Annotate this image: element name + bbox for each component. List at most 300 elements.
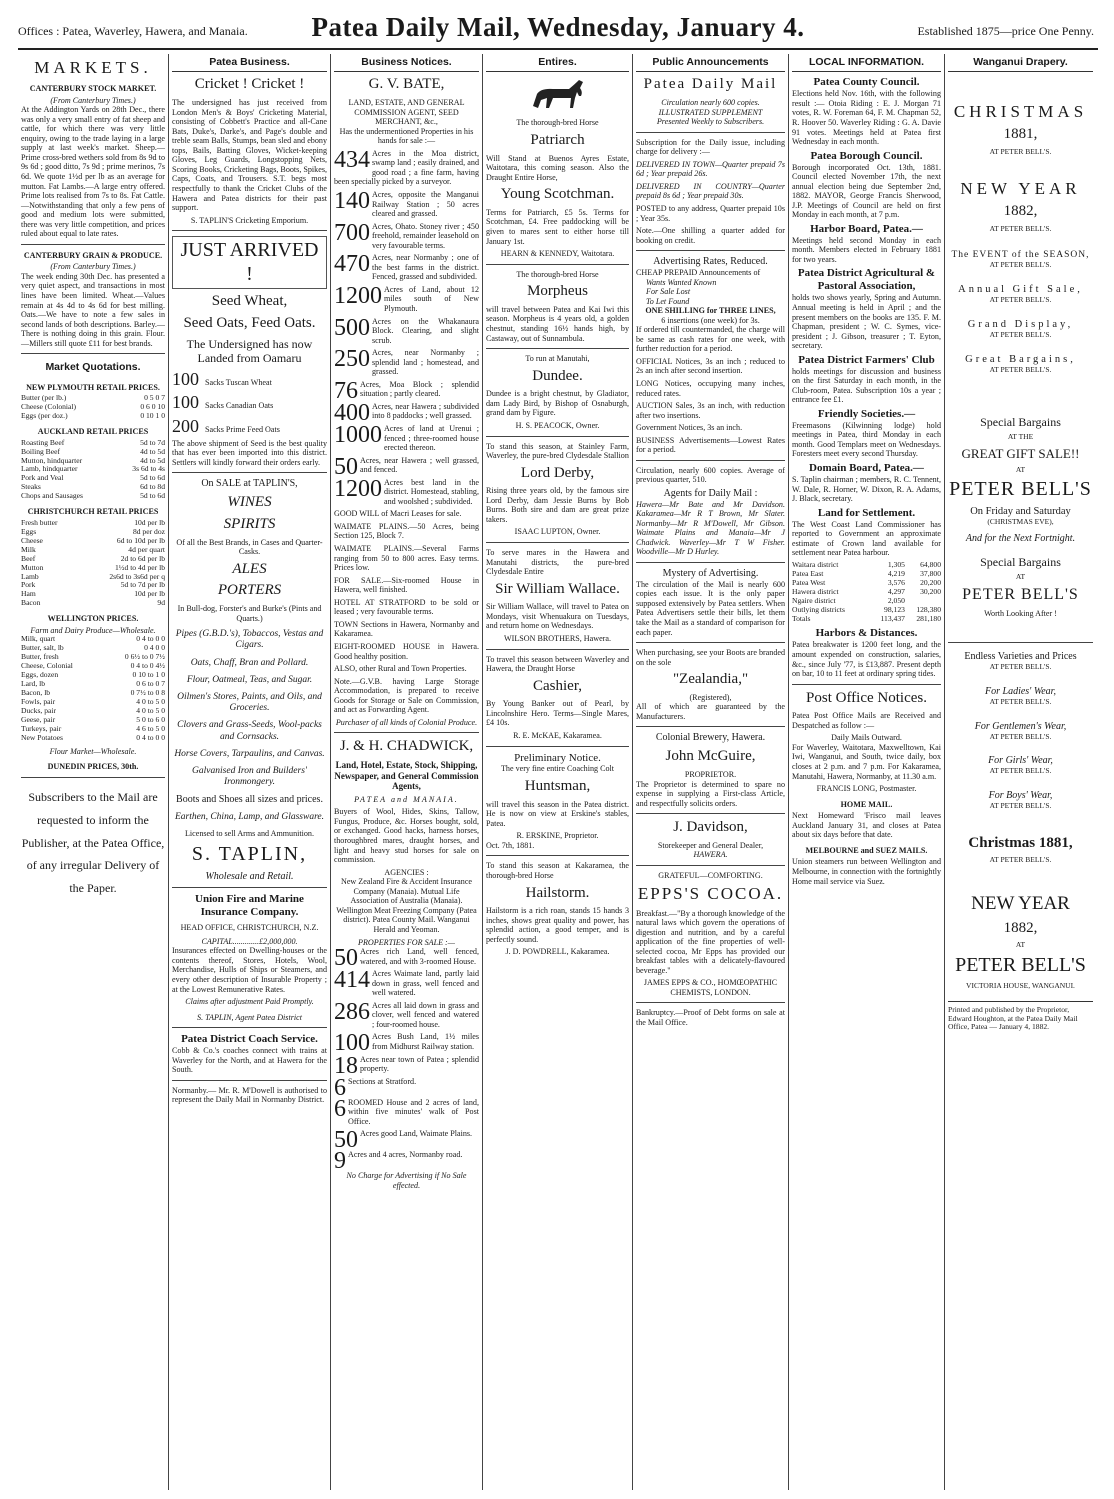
undersigned-landed: The Undersigned has now Landed from Oamaru [186,336,313,365]
sale-property-list [334,945,479,1175]
dundee-name: Dundee. [532,367,583,384]
ladies-line: For Ladies' Wear, [985,686,1056,698]
lupton-owner: ISAAC LUPTON, Owner. [514,527,601,537]
patea-business-header: Patea Business. [172,54,327,72]
cheap-line: CHEAP PREPAID Announcements of [636,267,761,277]
table-row: Steaks 6d to 8d [21,482,165,492]
agricultural-text: holds two shows yearly, Spring and Autumn. Annual meeting is held in April ; and the present members on the books are 135. F. M. Chapman, president ; W. C. Symes, vice-president ; J. Gibson, treasurer ; T. Eyton, secretary. [792,293,941,351]
list-item: 250 Acres, near Normanby ; splendid land ; homestead, and grassed. [334,346,479,377]
coach-heading: Patea District Coach Service. [181,1033,318,1046]
pipes-line: Pipes (G.B.D.'s), Tobaccos, Vestas and Cigars. [175,629,324,651]
at-peter-bells-4: AT PETER BELL'S. [989,294,1052,304]
seed-oats: Seed Oats, Feed Oats. [183,315,316,332]
hailstorm-intro: To stand this season at Kakaramea, the thorough-bred Horse [486,861,629,880]
wallace-text: Sir William Wallace, will travel to Patea on Mondays, visit Whenuakura on Tuesdays, and return home on Wednesdays. [486,602,629,631]
table-row: Butter (per lb.) 0 5 0 7 [21,393,165,403]
at-peter-bells-3: AT PETER BELL'S. [989,259,1052,269]
weekly-line: Presented Weekly to Subscribers. [656,117,765,127]
bulk-line: In Bull-dog, Forster's and Burke's (Pints and Quarts.) [177,604,322,623]
list-item: 50 Acres rich Land, well fenced, watered, and with 3-roomed House. [334,945,479,972]
borough-council-text: Borough incorporated Oct. 13th, 1881. Council elected November 17th, the next annual election being due September 2nd, 1882. MAYOR, George Francis Sherwood, J.P. Meetings of Council are held on first Monday in each month, at 7 p.m. [792,162,941,220]
huntsman-text: will travel this season in the Patea district. He is now on view at Erskine's stables, Patea. [486,799,629,828]
agents-list: Hawera—Mr Bate and Mr Davidson. Kakaramea—Mr R T Brown, Mr Slater. Normanby—Mr R M'Dowell, Mr Gibson. Waimate Plains and Manaia—Mr J Chadwick. Waverley—Mr T W Fisher. Woodville—Mr D Hurley. [636,499,785,557]
galvanised-line: Galvanised Iron and Builders' Ironmongery. [192,765,307,788]
morpheus-text: will travel between Patea and Kai Iwi this season. Morpheus is 4 years old, a golden chestnut, standing 16½ hands high, by Castaway, out of Sunnambula. [486,304,629,343]
sacks-list [172,369,327,437]
newspaper-title: Patea Daily Mail, Wednesday, January 4. [311,12,805,42]
list-item: 400 Acres, near Hawera ; subdivided into 8 paddocks ; well grassed. [334,399,479,426]
ales: ALES [232,560,267,577]
cricket-text: The undersigned has just received from London Men's & Boys' Cricketing Material, consisting of Cobbett's Practice and all-Cane Bats, Duke's, Darke's, and Page's double and treble seam Balls, Stumps, bean sled and ebony tops, Bails, Batting Gloves, Wicket-keeping Gloves, Leg Guards, Longstopping Nets, Scoring Books, Cricketing Bags, Boots, Spikes, Caps, Coats, and Trousers. S.T. begs most respectfully to thank the Cricket Clubs of the Hawera and Patea districts for their past support. [172,98,327,213]
auckland-table [21,439,165,502]
np-prices-table [21,394,165,421]
boots-line: Boots and Shoes all sizes and prices. [176,794,323,806]
wallace-name: Sir William Wallace. [495,580,620,597]
hailstorm-name: Hailstorm. [525,884,590,901]
young-scotchman-name: Young Scotchman. [500,186,615,203]
county-council-heading: Patea County Council. [813,76,920,89]
on-sale-heading: On SALE at TAPLIN'S, [201,478,298,490]
harbor-board-heading: Harbor Board, Patea.— [810,222,923,235]
horse-covers-line: Horse Covers, Tarpaulins, and Canvas. [174,748,325,759]
entires-header: Entires. [486,54,629,72]
flour-line: Flour, Oatmeal, Teas, and Sugar. [186,674,313,685]
small-ad: WAIMATE PLAINS.—50 Acres, being Section 125, Block 7. [334,521,479,541]
table-row: Fowls, pair 4 0 to 5 0 [21,697,165,707]
boots-notice: When purchasing, see your Boots are branded on the sole [636,648,786,667]
business-ads: BUSINESS Advertisements—Lowest Rates for a period. [636,435,785,455]
public-announcements-header: Public Announcements [636,54,785,72]
worth-line: Worth Looking After ! [984,608,1057,618]
new-year-big: NEW YEAR [971,893,1070,915]
for-sale-heading: PROPERTIES FOR SALE :— [358,937,455,947]
dunedin-heading: DUNEDIN PRICES, 30th. [47,762,139,772]
credit-note: Note.—One shilling a quarter added for booking on credit. [636,226,785,245]
advertising-heading: Advertising Rates, Reduced. [653,256,768,268]
mystery-text: The circulation of the Mail is nearly 600 copies each issue. It is the only paper supposed extensively by Patea settlers. When Patea Advertisers settle their bills, let them take the Mail as a standard of comparison for each paper. [636,579,785,637]
list-item: 1000 Acres of land at Urenui ; fenced ; three-roomed house erected thereon. [334,422,479,453]
small-ad: GOOD WILL of Macri Leases for sale. [334,509,462,519]
printer-imprint: Printed and published by the Proprietor, Edward Houghton, at the Patea Daily Mail Office, Patea — January 4, 1882. [948,1001,1093,1033]
special-bargains-2: Special Bargains [980,555,1061,570]
suez-mail-text: Union steamers run between Wellington and Melbourne, in connection with the fortnightly Home mail service via Suez. [792,857,941,886]
domain-board-heading: Domain Board, Patea.— [809,462,924,475]
chadwick-name: J. & H. CHADWICK, [339,738,474,755]
christmas-1881-blackletter: Christmas 1881, [968,834,1073,851]
wellington-heading: WELLINGTON PRICES. [47,614,139,624]
long-notices: LONG Notices, occupying many inches, reduced rates. [636,378,785,398]
brewery-heading: Colonial Brewery, Hawera. [655,732,766,744]
table-row: Roasting Beef 5d to 7d [21,437,165,447]
cashier-name: Cashier, [533,677,582,694]
bate-property-list [334,146,479,507]
morpheus-name: Morpheus [527,283,588,300]
wines: WINES [227,494,272,511]
cashier-text: By Young Banker out of Pearl, by Lincolnshire Hero. Terms—Single Mares, £4 10s. [486,699,629,728]
head-office: HEAD OFFICE, CHRISTCHURCH, N.Z. [180,923,319,933]
grain-text: The week ending 30th Dec. has presented a very quiet aspect, and transactions in most lines have been limited. Wheat.—Values remain at 4s 4d to 4s 6d for best milling. Oats.—We have to note a few sales in second lands of both descriptions. Barley.—There is nothing doing in this grain. Flour.—Millers still quote £11 for best brands. [21,271,165,348]
list-item: 9 Acres and 4 acres, Normanby road. [334,1148,463,1175]
year-1881: 1881, [1003,126,1038,143]
friendly-societies-text: Freemasons (Kilwinning lodge) hold meetings in Patea, third Monday in each month. Good Templars meet on Wednesdays. Foresters meet every second Thursday. [792,420,941,459]
borough-council-heading: Patea Borough Council. [810,149,923,162]
table-row: Lard, lb 0 6 to 0 7 [21,679,165,689]
list-item: 100 Acres Bush Land, 1½ miles from Midhurst Railway station. [334,1030,479,1057]
at-peter-bells-5: AT PETER BELL'S. [989,330,1052,340]
table-row: Eggs (per doz.) 0 10 1 0 [21,411,165,421]
home-mail-heading: HOME MAIL. [840,799,893,809]
column-wanganui-drapery [944,54,1096,1490]
post-office-text: Patea Post Office Mails are Received and Despatched as follow :— [792,711,941,730]
claims-line: Claims after adjustment Paid Promptly. [185,997,314,1007]
list-item: 140 Acres, opposite the Manganui Railway Station ; 50 acres cleared and grassed. [334,187,479,219]
porters: PORTERS [217,582,282,599]
epps-sign: JAMES EPPS & CO., HOMŒOPATHIC CHEMISTS, LONDON. [643,978,778,997]
local-information-header: LOCAL INFORMATION. [792,54,941,72]
table-row: Pork and Veal 5d to 6d [21,473,165,483]
subscription-rates: Subscription for the Daily issue, including charge for delivery :— [636,137,785,157]
small-ad: HOTEL AT STRATFORD to be sold or leased ; very favourable terms. [334,597,479,617]
seed-wheat: Seed Wheat, [211,293,288,310]
gentlemen-line: For Gentlemen's Wear, [974,720,1067,732]
domain-board-text: S. Taplin chairman ; members, R. C. Tennent, W. Dale, R. Horner, W. Dixon, R. A. Adams, J. Black, secretary. [792,474,941,504]
agencies-heading: AGENCIES : [384,867,429,877]
at-the-line: AT THE [1007,432,1034,442]
zealandia-brand: "Zealandia," [672,671,749,688]
table-row: Milk, quart 0 4 to 0 0 [21,634,165,644]
agents-heading: Agents for Daily Mail : [663,487,758,499]
posted-rates: POSTED to any address, Quarter prepaid 10s ; Year 35s. [636,203,785,223]
cricket-sign: S. TAPLIN'S Cricketing Emporium. [190,215,309,225]
post-office-heading: Post Office Notices. [806,689,927,706]
list-item: 100 Sacks Tuscan Wheat [172,369,272,390]
small-ad: ALSO, other Rural and Town Properties. [334,664,467,674]
great-bargains-line: Great Bargains, [965,354,1076,366]
list-item: 700 Acres, Ohato. Stoney river ; 450 freehold, remainder leasehold on very favourable terms. [334,219,479,250]
list-item: 100 Sacks Canadian Oats [172,392,274,413]
offices-line: Offices : Patea, Waverley, Hawera, and Manaia. [18,24,248,38]
clovers-line: Clovers and Grass-Seeds, Wool-packs and Cornsacks. [177,720,322,742]
earthen-line: Earthen, China, Lamp, and Glassware. [174,812,325,823]
table-row: Chops and Sausages 5d to 6d [21,491,165,501]
chadwick-sub: Land, Hotel, Estate, Stock, Shipping, Newspaper, and General Commission Agents, [334,760,479,792]
table-row: Pork 5d to 7d per lb [21,580,165,590]
bate-name: G. V. BATE, [368,76,445,93]
christchurch-heading: CHRISTCHURCH RETAIL PRICES [27,507,159,517]
list-item: 286 Acres all laid down in grass and clover, well fenced and watered ; four-roomed house. [334,998,479,1029]
shilling-line: ONE SHILLING for THREE LINES, [645,306,776,316]
dundee-text: Dundee is a bright chestnut, by Gladiator, dam Lady Bird, by Bishop of Osnaburgh, grand dam by Figure. [486,389,629,418]
at-line-3: AT [1015,940,1026,950]
column-business-notices [330,54,482,1490]
davidson-name: J. Davidson, [673,819,748,836]
auckland-heading: AUCKLAND RETAIL PRICES [37,427,149,437]
markets-heading: MARKETS. [34,58,152,77]
list-item: 76 Acres, Moa Block ; splendid situation ; partly cleared. [334,377,479,404]
at-peter-bells-10: AT PETER BELL'S. [989,766,1052,776]
horse-icon [523,76,593,114]
licensed-line: Licensed to sell Arms and Ammunition. [184,829,315,839]
table-row: Patea East 4,219 37,800 [792,568,941,578]
endless-line: Endless Varieties and Prices [964,651,1077,663]
fortnight-line: And for the Next Fortnight. [965,533,1076,545]
peter-bells-2: PETER BELL'S [962,586,1079,604]
patriarch-terms: Terms for Patriarch, £5 5s. Terms for Scotchman, £4. Free paddocking will be given to mares sent to either horse till January 1st. [486,207,629,246]
table-row: Bacon, lb 0 7½ to 0 8 [21,688,165,698]
christmas-heading: CHRISTMAS [953,102,1088,122]
hawera-line: HAWERA. [693,850,728,860]
wholesale-line: Wholesale and Retail. [205,870,294,882]
mcguire-name: John McGuire, [665,748,756,765]
table-row: Ducks, pair 4 0 to 5 0 [21,706,165,716]
circulation-line: Circulation nearly 600 copies. [661,98,760,108]
column-entires [482,54,632,1490]
table-row: Cheese (Colonial) 0 6 0 10 [21,402,165,412]
county-council-text: Elections held Nov. 16th, with the following result :— Otoia Riding : E. J. Morgan 71 votes, R. W. Foreman 64, F. M. Chapman 52, R. Hoover 50. Waverley Riding : G. A. Davie 91 votes. Meetings held at Patea first Wednesday in each month. [792,89,941,147]
epps-cocoa: EPPS'S COCOA. [637,884,784,904]
list-item: 6 Sections at Stratford. [334,1074,417,1101]
new-year-heading: NEW YEAR [960,178,1081,198]
list-item: 200 Sacks Prime Feed Oats [172,415,280,436]
at-peter-bells-11: AT PETER BELL'S. [989,800,1052,810]
harbors-distances-text: Patea breakwater is 1200 feet long, and the amount expended on construction, salaries, &c., since July '77, is £13,887. Present depth on bar, 10 to 11 feet at ordinary spring tides. [792,640,941,679]
huntsman-intro: The very fine entire Coaching Colt [500,764,615,774]
farmers-club-heading: Patea District Farmers' Club [798,353,935,366]
oats-line: Oats, Chaff, Bran and Pollard. [190,657,309,668]
table-row: Beef 2d to 6d per lb [21,553,165,563]
at-line-2: AT [1015,572,1026,582]
table-row: Totals 113,437 281,180 [792,613,941,623]
at-peter-bells-8: AT PETER BELL'S. [989,696,1052,706]
peter-bells-1: PETER BELL'S [949,478,1092,501]
storekeeper-line: Storekeeper and General Dealer, [657,840,764,850]
grand-display-line: Grand Display, [967,318,1074,330]
land-settlement-heading: Land for Settlement. [817,506,916,519]
subscriber-notice: Subscribers to the Mail are requested to inform the Publisher, at the Patea Office, of any irregular Delivery of the Paper. [21,789,165,896]
supplement-line: ILLUSTRATED SUPPLEMENT [658,107,763,117]
agencies-text: New Zealand Fire & Accident Insurance Company (Manaia). Mutual Life Association of Australia (Manaia). Wellington Meat Freezing Company (Patea district). Patea County Mail. Wanganui Herald and Yeoman. [336,877,477,934]
boys-line: For Boys' Wear, [988,790,1053,801]
taplin-name: S. TAPLIN, [191,842,308,865]
no-charge-line: No Charge for Advertising if No Sale effected. [346,1171,467,1190]
annual-gift-line: Annual Gift Sale, [958,283,1083,295]
brewery-text: The Proprietor is determined to spare no expense in supplying a First-class Article, and respectfully solicits orders. [636,779,785,808]
morpheus-intro: The thorough-bred Horse [516,269,599,279]
flour-market-heading: Flour Market—Wholesale. [49,746,137,756]
bankruptcy-notice: Bankruptcy.—Proof of Debt forms on sale at the Mail Office. [636,1008,785,1027]
coach-text: Cobb & Co.'s coaches connect with trains at Waverley for the North, and at Hawera for the South. [172,1046,327,1075]
list-item: 50 Acres good Land, Waimate Plains. [334,1127,473,1154]
insurances-text: Insurances effected on Dwelling-houses or the contents thereof, Stores, Hotels, Wool, Merchandise, Hulls of Ships or Steamers, and every other description of Insurable Property ; at the Lowest Remunerative Rates. [172,946,327,994]
mystery-heading: Mystery of Advertising. [662,567,759,579]
list-item: 434 Acres in the Moa district, swamp land ; easily drained, and good road ; a fine farm, having been specially picked by a surveyor. [334,146,479,187]
brands-line: Of all the Best Brands, in Cases and Quarter-Casks. [176,537,323,557]
small-ad: EIGHT-ROOMED HOUSE in Hawera. Good healthy position. [334,641,479,661]
table-row: Butter, salt, lb 0 4 0 0 [21,643,165,653]
capital-line: CAPITAL.............£2,000,000. [201,936,298,946]
column-public-announcements [632,54,788,1490]
forsale-line: For Sale Lost [646,287,691,297]
powdrell-owner: J. D. POWDRELL, Kakaramea. [505,947,610,957]
at-peter-bells-6: AT PETER BELL'S. [989,365,1052,375]
lord-derby-name: Lord Derby, [520,464,595,481]
hearn-kennedy: HEARN & KENNEDY, Waitotara. [500,249,615,259]
bate-sub: LAND, ESTATE, AND GENERAL COMMISSION AGENT, SEED MERCHANT, &c., [348,98,465,127]
list-item: 18 Acres near town of Patea ; splendid property. [334,1052,479,1079]
registered-line: (Registered), [689,692,732,702]
patriarch-intro: The thorough-bred Horse [516,118,599,128]
huntsman-date: Oct. 7th, 1881. [486,840,535,850]
postmaster-sign: FRANCIS LONG, Postmaster. [816,784,917,794]
small-ad: TOWN Sections in Hawera, Normanby and Kakaramea. [334,619,479,639]
table-row: Eggs 8d per doz [21,526,165,536]
great-gift-sale: GREAT GIFT SALE!! [961,446,1080,462]
list-item: 50 Acres, near Hawera ; well grassed, and fenced. [334,453,479,480]
girls-line: For Girls' Wear, [988,755,1053,767]
table-row: Waitara district 1,305 64,800 [792,559,941,569]
table-row: Cheese, Colonial 0 4 to 0 4½ [21,661,165,671]
year-1882-big: 1882, [1003,919,1038,936]
land-settlement-text: The West Coast Land Commissioner has reported to Government an approximate estimate of Crown land available for settlement near Patea harbour. [792,519,941,558]
table-row: Bacon 9d [21,598,165,608]
year-1882: 1882, [1003,203,1038,219]
special-bargains-1: Special Bargains [980,415,1061,430]
delivered-country: DELIVERED IN COUNTRY—Quarter prepaid 8s 6d ; Year prepaid 30s. [636,181,785,201]
insertions-line: 6 insertions (one week) for 3s. [661,315,760,325]
hailstorm-text: Hailstorm is a rich roan, stands 15 hands 3 inches, shows great quality and power, has splendid action, a good temper, and is perfectly sound. [486,906,629,944]
victoria-house-line: VICTORIA HOUSE, WANGANUI. [966,980,1075,990]
harbor-board-text: Meetings held second Monday in each month. Members elected in February 1881 for two years. [792,235,941,264]
list-item: 500 Acres on the Whakanaura Block. Clearing, and slight scrub. [334,314,479,345]
preliminary-heading: Preliminary Notice. [514,751,601,764]
wanganui-drapery-header: Wanganui Drapery. [948,54,1093,72]
agricultural-heading: Patea District Agricultural & Pastoral Association, [797,267,936,293]
cashier-intro: To travel this season between Waverley and Hawera, the Draught Horse [486,654,629,674]
at-peter-bells-2: AT PETER BELL'S. [989,223,1052,233]
suez-mail-heading: MELBOURNE and SUEZ MAILS. [805,845,928,855]
derby-text: Rising three years old, by the famous sire Lord Derby, dam Jessie Burns by Bob Burns. Both sire and dam are great prize takers. [486,486,629,524]
list-item: 470 Acres, near Normanby ; one of the best farms in the district. Fenced, grassed and subdivided. [334,251,479,282]
circulation-notice: Circulation, nearly 600 copies. Average of previous quarter, 510. [636,465,785,485]
proprietor-line: PROPRIETOR. [684,769,737,779]
at-peter-bells-9: AT PETER BELL'S. [989,731,1052,741]
table-row: Boiling Beef 4d to 5d [21,446,165,456]
table-row: Patea West 3,576 20,200 [792,577,941,587]
small-ad: WAIMATE PLAINS.—Several Farms ranging from 50 to 800 acres. Easy terms. Prices low. [334,544,479,573]
column-patea-business [168,54,330,1490]
tolet-line: To Let Found [646,296,690,306]
oilmen-line: Oilmen's Stores, Paints, and Oils, and Groceries. [177,691,322,714]
table-row: Outlying districts 98,123 128,380 [792,604,941,614]
dundee-intro: To run at Manutahi, [525,354,590,364]
established-line: Established 1875—price One Penny. [917,24,1094,38]
table-row: New Potatoes 0 4 to 0 0 [21,732,165,742]
wellington-sub: Farm and Dairy Produce—Wholesale. [30,625,156,635]
daily-mails-heading: Daily Mails Outward. [831,733,902,743]
event-line: The EVENT of the SEASON, [951,249,1090,260]
table-row: Fresh butter 10d per lb [21,517,165,527]
official-notices: OFFICIAL Notices, 3s an inch ; reduced to 2s an inch after second insertion. [636,356,785,376]
spirits: SPIRITS [223,515,276,532]
normanby-notice: Normanby.— Mr. R. M'Dowell is authorised to represent the Daily Mail in Normanby District. [172,1085,327,1105]
agent-line: S. TAPLIN, Agent Patea District [197,1012,302,1022]
purchaser-line: Purchaser of all kinds of Colonial Produce. [335,717,478,727]
table-row: Ham 10d per lb [21,589,165,599]
bate-note: Note.—G.V.B. having Large Storage Accommodation, is prepared to receive Goods for Storage or Sale on Commission, and act as Forwarding Agent. [334,676,479,715]
np-prices-heading: NEW PLYMOUTH RETAIL PRICES. [26,382,160,392]
erskine-owner: R. ERSKINE, Proprietor. [516,831,599,841]
seed-text: The above shipment of Seed is the best quality that has ever been imported into this district. Settlers will kindly forward their orders early. [172,438,327,467]
cricket-heading: Cricket ! Cricket ! [194,76,305,93]
auction-notices: AUCTION Sales, 3s an inch, with reduction after two insertions. [636,401,785,420]
masthead [18,10,1098,50]
peacock-owner: H. S. PEACOCK, Owner. [515,420,600,430]
grateful-line: GRATEFUL—COMFORTING. [658,870,763,880]
stock-source: (From Canterbury Times.) [50,95,136,105]
wellington-table [21,635,165,742]
patriarch-text: Will Stand at Buenos Ayres Estate, Waitotara, this coming season. Also the Draught Entire Horse, [486,153,629,182]
christmas-eve-line: (CHRISTMAS EVE), [987,517,1054,527]
wilson-brothers: WILSON BROTHERS, Hawera. [503,634,611,643]
huntsman-name: Huntsman, [524,778,591,795]
patriarch-name: Patriarch [530,131,585,148]
paper-name: Patea Daily Mail [643,76,778,93]
table-row: Butter, fresh 0 6½ to 0 7½ [21,652,165,662]
home-mail-text: Next Homeward 'Frisco mail leaves Auckland January 31, and closes at Patea about six days before that date. [792,811,941,840]
table-row: Mutton 1½d to 4d per lb [21,562,165,572]
column-local-information [788,54,944,1490]
list-item: 1200 Acres of Land, about 12 miles south of New Plymouth. [334,282,479,313]
canterbury-stock-heading: CANTERBURY STOCK MARKET. [29,84,157,94]
christchurch-table [21,519,165,609]
table-row: Hawera district 4,297 30,200 [792,586,941,596]
union-insurance-heading: Union Fire and Marine Insurance Company. [195,893,304,919]
column-markets [18,54,168,1490]
table-row: Cheese 6d to 10d per lb [21,535,165,545]
farmers-club-text: holds meetings for discussion and business on the first Saturday in each month, in the Club-room, Patea. Subscription 10s a year ; entrance fee £1. [792,366,941,405]
harbors-distances-heading: Harbors & Distances. [815,627,918,640]
list-item: 6 ROOMED House and 2 acres of land, within five minutes' walk of Post Office. [334,1095,479,1126]
table-row: Turkeys, pair 4 6 to 5 0 [21,723,165,733]
list-item: 1200 Acres best land in the district. Homestead, stabling, and woolshed ; subdivided. [334,475,479,506]
at-peter-bells-1: AT PETER BELL'S. [989,147,1052,157]
table-row: Mutton, hindquarter 4d to 5d [21,455,165,465]
derby-intro: To stand this season, at Stainley Farm, Waverley, the pure-bred Clydesdale Stallion [486,441,629,461]
at-peter-bells-12: AT PETER BELL'S. [989,855,1052,865]
at-line-1: AT [1015,464,1026,474]
table-row: Lamb 2s6d to 3s6d per q [21,571,165,581]
chadwick-place: PATEA and MANAIA. [354,794,459,804]
land-table [792,561,941,624]
friday-line: On Friday and Saturday [970,506,1071,517]
wallace-intro: To serve mares in the Hawera and Manutahi districts, the pure-bred Clydesdale Entire [486,548,629,577]
delivered-town: DELIVERED IN TOWN—Quarter prepaid 7s 6d ; Year prepaid 26s. [636,159,785,179]
table-row: Ngaire district 2,050 [792,595,905,605]
business-notices-header: Business Notices. [334,54,479,72]
bate-intro: Has the undermentioned Properties in his hands for sale :— [339,126,474,146]
small-ad: FOR SALE.—Six-roomed House in Hawera, well finished. [334,575,479,595]
peter-bells-3: PETER BELL'S [955,954,1086,977]
table-row: Lamb, hindquarter 3s 6d to 4s [21,464,165,474]
table-row: Geese, pair 5 0 to 6 0 [21,715,165,725]
government-notices: Government Notices, 3s an inch. [636,423,743,433]
quotations-heading: Market Quotations. [45,361,141,374]
table-row: Eggs, dozen 0 10 to 1 0 [21,670,165,680]
manufacturers-line: All of which are guaranteed by the Manufacturers. [636,702,785,721]
chadwick-text: Buyers of Wool, Hides, Skins, Tallow, Fungus, Produce, &c. Horses bought, sold, or exchanged. Good hacks, harness horses, thoroughbred mares, draught horses, and light and heavy stud horses for sale on commission. [334,807,479,865]
at-peter-bells-7: AT PETER BELL'S. [989,662,1052,672]
just-arrived-heading: JUST ARRIVED ! [172,236,327,289]
